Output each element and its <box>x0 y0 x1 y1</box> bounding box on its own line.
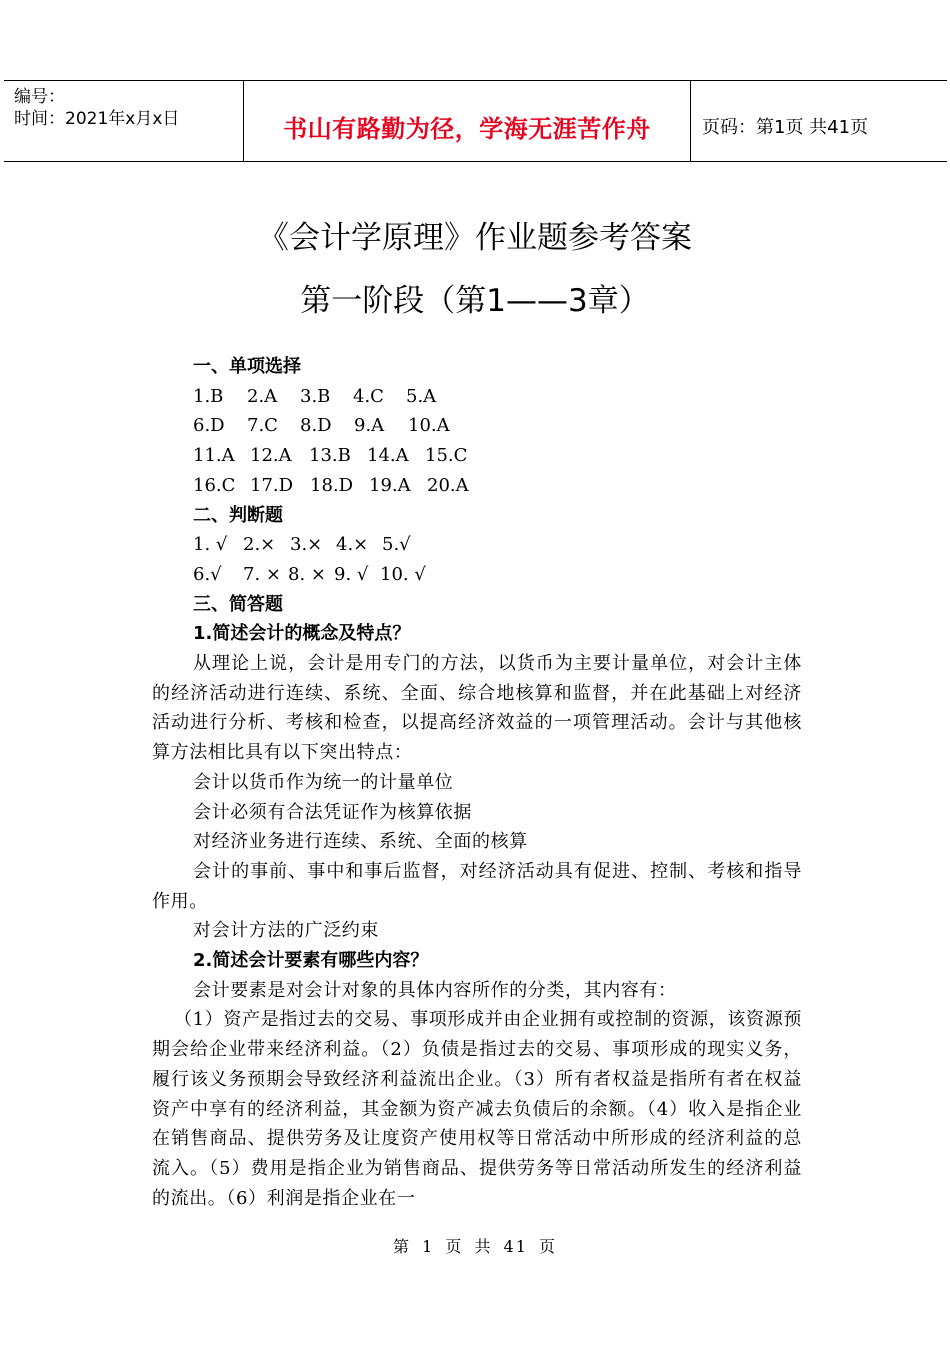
header-motto-cell <box>243 81 691 161</box>
answer-row <box>152 411 802 441</box>
answer-item: 4.× <box>336 534 369 556</box>
section-heading-true-false: 二、判断题 <box>193 504 283 526</box>
answer-item: 4.C <box>353 385 384 407</box>
answer-item: 3.B <box>300 385 331 407</box>
answer-item: 10. √ <box>380 563 426 585</box>
answer-item: 7. × <box>243 563 281 585</box>
answer-item: 16.C <box>193 474 236 496</box>
characteristic-item: 对经济业务进行连续、系统、全面的核算 <box>193 831 528 853</box>
answer-row <box>152 530 802 560</box>
answer-item: 6.D <box>193 415 225 437</box>
answer-item: 12.A <box>250 445 292 467</box>
answer-item: 5.√ <box>382 534 411 556</box>
answer-item: 2.× <box>243 534 276 556</box>
serial-number-label: 编号： <box>14 87 65 107</box>
answer-item: 14.A <box>367 445 409 467</box>
motto-text: 书山有路勤为径，学海无涯苦作舟 <box>283 115 651 143</box>
answer-item: 10.A <box>408 415 450 437</box>
time-label: 时间：2021年x月x日 <box>14 109 180 129</box>
characteristic-item: 会计的事前、事中和事后监督，对经济活动具有促进、控制、考核和指导作用。 <box>152 860 802 912</box>
answer-item: 20.A <box>427 474 469 496</box>
answer-item: 8.D <box>300 415 332 437</box>
answer-item: 5.A <box>406 385 437 407</box>
answer-row <box>152 560 802 590</box>
answer-item: 9. √ <box>334 563 369 585</box>
answer-paragraph: （1）资产是指过去的交易、事项形成并由企业拥有或控制的资源，该资源预期会给企业带来经济利益。（2）负债是指过去的交易、事项形成的现实义务，履行该义务预期会导致经济利益流出企业。（3）所有者权益是指所有者在权益资产中享有的经济利益，其金额为资产减去负债后的余额。（4）收入是指企业在销售商品、提供劳务及让度资产使用权等日常活动中所形成的经济利益的总流入。（5）费用是指企业为销售商品、提供劳务等日常活动所发生的经济利益的流出。（6）利润是指企业在一 <box>152 1009 802 1209</box>
answer-item: 3.× <box>290 534 323 556</box>
answer-item: 15.C <box>425 445 468 467</box>
answer-item: 7.C <box>247 415 278 437</box>
question-1: 1.简述会计的概念及特点？ <box>193 623 411 645</box>
answer-item: 17.D <box>250 474 294 496</box>
answer-item: 13.B <box>309 445 351 467</box>
answer-row <box>152 471 802 501</box>
document-title: 《会计学原理》作业题参考答案 <box>258 220 692 256</box>
section-heading-single-choice: 一、单项选择 <box>193 356 301 377</box>
answer-item: 1.B <box>193 385 224 407</box>
answer-item: 18.D <box>310 474 354 496</box>
answer-item: 1. √ <box>193 534 228 556</box>
answer-paragraph: 从理论上说，会计是用专门的方法，以货币为主要计量单位，对会计主体的经济活动进行连续、系统、全面、综合地核算和监督，并在此基础上对经济活动进行分析、考核和检查，以提高经济效益的一项管理活动。会计与其他核算方法相比具有以下突出特点： <box>152 653 802 764</box>
characteristic-item: 会计必须有合法凭证作为核算依据 <box>193 801 472 823</box>
characteristic-item: 会计以货币作为统一的计量单位 <box>193 771 454 793</box>
answer-item: 6.√ <box>193 563 222 585</box>
answer-item: 19.A <box>369 474 411 496</box>
section-heading-short-answer: 三、简答题 <box>193 593 283 615</box>
characteristic-item: 对会计方法的广泛约束 <box>193 920 379 942</box>
header-left-cell <box>4 81 242 161</box>
question-2: 2.简述会计要素有哪些内容？ <box>193 950 429 972</box>
document-header <box>4 80 947 162</box>
answer-item: 2.A <box>247 385 278 407</box>
answer-row <box>152 382 802 412</box>
answer-intro: 会计要素是对会计对象的具体内容所作的分类，其内容有： <box>193 979 677 1001</box>
answer-item: 8. × <box>288 563 326 585</box>
document-body <box>152 352 802 1213</box>
header-page-cell <box>690 81 947 161</box>
document-subtitle: 第一阶段（第1——3章） <box>300 283 650 319</box>
page-code: 页码：第1页 共41页 <box>702 117 869 138</box>
page-footer: 第 1 页 共 41 页 <box>393 1237 557 1256</box>
answer-item: 11.A <box>193 445 235 467</box>
answer-item: 9.A <box>354 415 385 437</box>
answer-row <box>152 441 802 471</box>
